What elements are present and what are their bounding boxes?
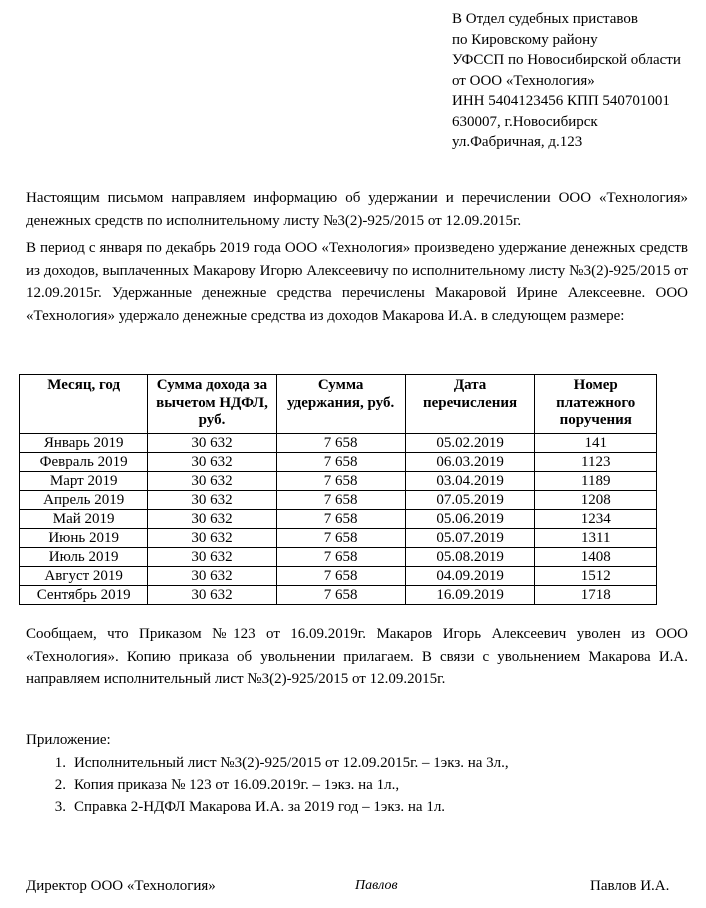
addressee-block	[452, 9, 681, 153]
addressee-line: 630007, г.Новосибирск	[452, 113, 598, 130]
cell-payment-order: 1512	[535, 567, 657, 586]
cell-month: Июнь 2019	[20, 529, 148, 548]
cell-month: Сентябрь 2019	[20, 586, 148, 605]
header-transfer-date: Дата перечисления	[405, 375, 535, 434]
attachment-item	[26, 796, 509, 818]
attachment-text: Исполнительный лист №3(2)-925/2015 от 12.09.2015г. – 1экз. на 3л.,	[74, 755, 509, 771]
cell-transfer-date: 05.02.2019	[405, 434, 535, 453]
cell-transfer-date: 03.04.2019	[405, 472, 535, 491]
cell-deduction: 7 658	[276, 567, 405, 586]
cell-deduction: 7 658	[276, 491, 405, 510]
addressee-line: УФССП по Новосибирской области	[452, 52, 681, 68]
cell-payment-order: 1718	[535, 586, 657, 605]
table-row	[20, 529, 657, 548]
table-row	[20, 472, 657, 491]
cell-transfer-date: 06.03.2019	[405, 453, 535, 472]
table-row	[20, 453, 657, 472]
cell-month: Январь 2019	[20, 434, 148, 453]
table-body	[20, 434, 657, 605]
header-income: Сумма дохода за вычетом НДФЛ, руб.	[148, 375, 276, 434]
period-paragraph: В период с января по декабрь 2019 года ООО «Технология» произведено удержание денежных средств из доходов, выплаченных Макарову Игорю Алексеевичу по исполнительному листу №3(2)-925/2015 от 12.09.2015г. Удержанные денежные средства перечислены Макаровой Ирине Алексеевне. ООО «Технология» удержало денежные средства из доходов Макарова И.А. в следующем размере:	[26, 240, 688, 324]
cell-payment-order: 141	[535, 434, 657, 453]
attachment-item	[26, 752, 509, 774]
table-row	[20, 434, 657, 453]
cell-month: Февраль 2019	[20, 453, 148, 472]
signatory-title: Директор ООО «Технология»	[26, 878, 216, 894]
cell-transfer-date: 04.09.2019	[405, 567, 535, 586]
intro-paragraph: Настоящим письмом направляем информацию об удержании и перечислении ООО «Технология» денежных средств по исполнительному листу №3(2)-925/2015 от 12.09.2015г.	[26, 190, 688, 229]
cell-income: 30 632	[148, 434, 276, 453]
cell-income: 30 632	[148, 529, 276, 548]
cell-payment-order: 1311	[535, 529, 657, 548]
addressee-line: ИНН 5404123456 КПП 540701001	[452, 93, 670, 109]
cell-income: 30 632	[148, 472, 276, 491]
addressee-line: по Кировскому району	[452, 31, 598, 48]
signatory-name: Павлов И.А.	[590, 878, 670, 894]
cell-deduction: 7 658	[276, 586, 405, 605]
cell-transfer-date: 16.09.2019	[405, 586, 535, 605]
cell-payment-order: 1408	[535, 548, 657, 567]
cell-payment-order: 1208	[535, 491, 657, 510]
table-row	[20, 586, 657, 605]
cell-income: 30 632	[148, 453, 276, 472]
cell-payment-order: 1189	[535, 472, 657, 491]
cell-deduction: 7 658	[276, 434, 405, 453]
cell-deduction: 7 658	[276, 548, 405, 567]
addressee-line: от ООО «Технология»	[452, 72, 595, 89]
cell-month: Июль 2019	[20, 548, 148, 567]
cell-income: 30 632	[148, 491, 276, 510]
cell-transfer-date: 05.07.2019	[405, 529, 535, 548]
cell-deduction: 7 658	[276, 529, 405, 548]
addressee-line: ул.Фабричная, д.123	[452, 134, 583, 150]
table-row	[20, 491, 657, 510]
header-deduction: Сумма удержания, руб.	[276, 375, 405, 434]
deductions-table	[19, 374, 657, 605]
cell-deduction: 7 658	[276, 472, 405, 491]
attachments-title: Приложение:	[26, 732, 111, 748]
cell-payment-order: 1123	[535, 453, 657, 472]
attachment-number: 2.	[54, 777, 66, 793]
attachment-number: 1.	[54, 755, 66, 771]
cell-month: Август 2019	[20, 567, 148, 586]
header-payment-order: Номер платежного поручения	[535, 375, 657, 434]
table-row	[20, 548, 657, 567]
attachments-list	[26, 752, 509, 818]
cell-payment-order: 1234	[535, 510, 657, 529]
table-row	[20, 510, 657, 529]
cell-month: Май 2019	[20, 510, 148, 529]
attachment-text: Справка 2-НДФЛ Макарова И.А. за 2019 год – 1экз. на 1л.	[74, 799, 446, 815]
attachment-number: 3.	[54, 799, 66, 815]
cell-transfer-date: 05.08.2019	[405, 548, 535, 567]
table-row	[20, 567, 657, 586]
handwritten-signature: Павлов	[355, 878, 398, 893]
cell-income: 30 632	[148, 567, 276, 586]
cell-income: 30 632	[148, 586, 276, 605]
addressee-line: В Отдел судебных приставов	[452, 11, 638, 27]
cell-income: 30 632	[148, 510, 276, 529]
cell-month: Март 2019	[20, 472, 148, 491]
table-header-row	[20, 375, 657, 434]
dismissal-paragraph: Сообщаем, что Приказом №123 от 16.09.2019г. Макаров Игорь Алексеевич уволен из ООО «Технология». Копию приказа об увольнении прилагаем. В связи с увольнением Макарова И.А. направляем исполнительный лист №3(2)-925/2015 от 12.09.2015г.	[26, 626, 688, 687]
cell-transfer-date: 05.06.2019	[405, 510, 535, 529]
cell-month: Апрель 2019	[20, 491, 148, 510]
cell-transfer-date: 07.05.2019	[405, 491, 535, 510]
cell-deduction: 7 658	[276, 453, 405, 472]
cell-income: 30 632	[148, 548, 276, 567]
header-month: Месяц, год	[20, 375, 148, 434]
attachment-item	[26, 774, 509, 796]
attachment-text: Копия приказа № 123 от 16.09.2019г. – 1экз. на 1л.,	[74, 777, 400, 793]
cell-deduction: 7 658	[276, 510, 405, 529]
